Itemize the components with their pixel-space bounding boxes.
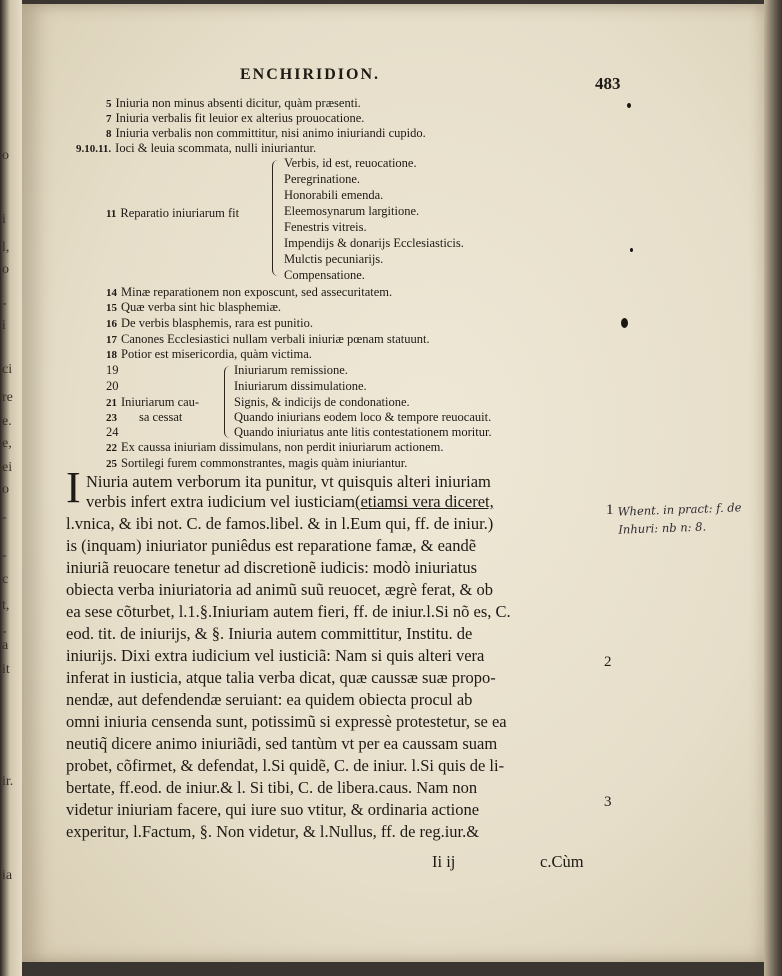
summary-number: 11 <box>106 208 117 220</box>
summary-text: Iniuria verbalis fit leuior ex alterius prouocatione. <box>115 111 365 125</box>
body-line: obiecta verba iniuriatoria ad animũ suũ reuocet, ægrè ferat, & ob <box>66 580 494 599</box>
cessat-brace <box>224 366 233 438</box>
summary-number: 14 <box>106 287 117 299</box>
body-line: bertate, ff.eod. de iniur.& l. Si tibi, C. de libera.caus. Nam non <box>66 778 478 797</box>
cessat-item: Quando iniuriatus ante litis contestationem moritur. <box>234 425 492 439</box>
summary-number: 5 <box>106 98 112 110</box>
reparatio-item: Peregrinatione. <box>284 172 361 186</box>
summary-number: 25 <box>106 458 117 470</box>
cessat-label <box>106 410 182 425</box>
previous-page-fragment: a <box>2 638 9 653</box>
body-line: iniuriã reuocare tenetur ad discretionẽ iudicis: modò iniuriatus <box>66 558 477 577</box>
previous-page-fragment: re <box>2 390 13 405</box>
previous-page-edge <box>0 0 22 976</box>
summary-number: 21 <box>106 397 117 409</box>
summary-line <box>106 285 392 300</box>
summary-text: De verbis blasphemis, rara est punitio. <box>121 316 313 330</box>
cessat-item: Iniuriarum remissione. <box>234 363 348 377</box>
body-line: l.vnica, & ibi not. C. de famos.libel. & in l.Eum qui, ff. de iniur.) <box>66 514 494 533</box>
ink-blot <box>621 318 628 328</box>
cessat-item: Quando iniurians eodem loco & tempore reuocauit. <box>234 410 492 424</box>
body-line: ea sese cõturbet, l.1.§.Iniuriam autem fieri, ff. de iniur.l.Si nõ es, C. <box>66 602 511 621</box>
previous-page-fragment: ir. <box>2 774 14 789</box>
summary-text: Sortilegi furem commonstrantes, magis quàm iniuriantur. <box>121 456 408 470</box>
body-line: inferat in iusticia, atque talia verba dicat, quæ caussæ suæ propo- <box>66 668 496 687</box>
margin-number: 2 <box>604 654 612 670</box>
summary-number: 22 <box>106 442 117 454</box>
body-line: is (inquam) iniuriator puniêdus est reparatione famæ, & eandẽ <box>66 536 477 555</box>
previous-page-fragment: - <box>2 624 7 639</box>
previous-page-fragment: i <box>2 212 6 227</box>
summary-line <box>106 440 444 455</box>
previous-page-fragment: - <box>2 548 7 563</box>
previous-page-fragment: ci <box>2 362 13 377</box>
summary-line <box>106 300 281 315</box>
reparatio-item: Verbis, id est, reuocatione. <box>284 156 417 170</box>
previous-page-fragment: l, <box>2 240 10 255</box>
manuscript-annotation: Whent. in pract: f. de Inhuri: nb n: 8. <box>617 500 742 537</box>
reparatio-brace <box>272 160 281 276</box>
reparatio-item: Eleemosynarum largitione. <box>284 204 420 218</box>
previous-page-fragment: o <box>2 148 9 163</box>
body-line: iniurijs. Dixi extra iudicium vel iusticiã: Nam si quis alteri vera <box>66 646 485 665</box>
margin-number: 1 <box>606 502 614 518</box>
body-line: Niuria autem verborum ita punitur, vt quisquis alteri iniuriam <box>86 472 491 491</box>
cessat-number: 24 <box>106 425 119 439</box>
previous-page-fragment: - <box>2 296 7 311</box>
running-head: ENCHIRIDION. <box>240 66 381 83</box>
previous-page-fragment: it <box>2 662 10 677</box>
catchword: c.Cùm <box>540 852 584 871</box>
summary-number: 15 <box>106 302 117 314</box>
underlined-phrase: (etiamsi vera diceret, <box>354 492 494 511</box>
summary-text: Canones Ecclesiastici nullam verbali iniuriæ pœnam statuunt. <box>121 332 430 346</box>
previous-page-fragment: e. <box>2 414 12 429</box>
margin-number: 3 <box>604 794 612 810</box>
previous-page-fragment: ei <box>2 460 13 475</box>
reparatio-item: Impendijs & donarijs Ecclesiasticis. <box>284 236 464 250</box>
summary-number: 8 <box>106 128 112 140</box>
body-line: omni iniuria censenda sunt, potissimũ si expressè protestetur, se ea <box>66 712 507 731</box>
body-line: videtur iniuriam facere, qui iure suo vtitur, & ordinaria actione <box>66 800 480 819</box>
drop-cap: I <box>66 463 81 512</box>
summary-line <box>106 456 407 471</box>
summary-line <box>106 347 312 362</box>
body-line <box>86 492 494 512</box>
reparatio-label <box>106 206 239 221</box>
summary-line <box>106 316 313 331</box>
summary-number: 16 <box>106 318 117 330</box>
summary-text: Iniuria verbalis non committitur, nisi animo iniuriandi cupido. <box>115 126 426 140</box>
summary-line <box>76 141 316 156</box>
previous-page-fragment: e, <box>2 436 12 451</box>
cessat-number: 20 <box>106 379 119 393</box>
signature-mark: Ii ij <box>432 852 456 871</box>
body-line: experitur, l.Factum, §. Non videtur, & l.Nullus, ff. de reg.iur.& <box>66 822 480 841</box>
previous-page-fragment: c <box>2 572 9 587</box>
summary-number: 7 <box>106 113 112 125</box>
summary-text: Reparatio iniuriarum fit <box>120 206 240 220</box>
cessat-label <box>106 395 199 410</box>
summary-text: Iniuria non minus absenti dicitur, quàm præsenti. <box>115 96 361 110</box>
summary-number: 18 <box>106 349 117 361</box>
summary-text: Minæ reparationem non exposcunt, sed assecuritatem. <box>121 285 393 299</box>
body-line: nendæ, aut defendendæ seruiant: ea quidem obiecta procul ab <box>66 690 473 709</box>
summary-number: 9.10.11. <box>76 143 112 155</box>
summary-line <box>106 332 430 347</box>
previous-page-fragment: - <box>2 510 7 525</box>
ink-blot <box>630 248 633 252</box>
ink-blot <box>627 103 631 108</box>
cessat-item: Iniuriarum dissimulatione. <box>234 379 367 393</box>
previous-page-fragment: t, <box>2 598 10 613</box>
right-page-edge <box>764 0 782 976</box>
reparatio-item: Honorabili emenda. <box>284 188 384 202</box>
body-line: neutiq̃ dicere animo iniuriãdi, sed tantùm vt per ea caussam suam <box>66 734 498 753</box>
summary-text: Ioci & leuia scommata, nulli iniuriantur. <box>115 141 317 155</box>
summary-text: Ex caussa iniuriam dissimulans, non perdit iniuriarum actionem. <box>121 440 444 454</box>
previous-page-fragment: ia <box>2 868 13 883</box>
reparatio-item: Mulctis pecuniarijs. <box>284 252 384 266</box>
summary-text: Quæ verba sint hic blasphemiæ. <box>121 300 282 314</box>
summary-text: Iniuriarum cau- <box>121 395 200 409</box>
summary-line <box>106 96 361 111</box>
body-line: eod. tit. de iniurijs, & §. Iniuria autem committitur, Institu. de <box>66 624 473 643</box>
summary-line <box>106 111 364 126</box>
summary-line <box>106 126 426 141</box>
reparatio-item: Fenestris vitreis. <box>284 220 367 234</box>
page-number: 483 <box>595 74 621 93</box>
cessat-item: Signis, & indicijs de condonatione. <box>234 395 410 409</box>
previous-page-fragment: o <box>2 482 9 497</box>
cessat-number: 19 <box>106 363 119 377</box>
previous-page-fragment: o <box>2 262 9 277</box>
body-text-run: verbis infert extra iudicium vel iusticiam <box>86 492 355 511</box>
summary-text: Potior est misericordia, quàm victima. <box>121 347 312 361</box>
summary-text: sa cessat <box>139 410 183 424</box>
reparatio-item: Compensatione. <box>284 268 365 282</box>
summary-number: 17 <box>106 334 117 346</box>
summary-number: 23 <box>106 412 117 424</box>
body-line: probet, cõfirmet, & defendat, l.Si quidẽ, C. de iniur. l.Si quis de li- <box>66 756 505 775</box>
previous-page-fragment: i <box>2 318 6 333</box>
